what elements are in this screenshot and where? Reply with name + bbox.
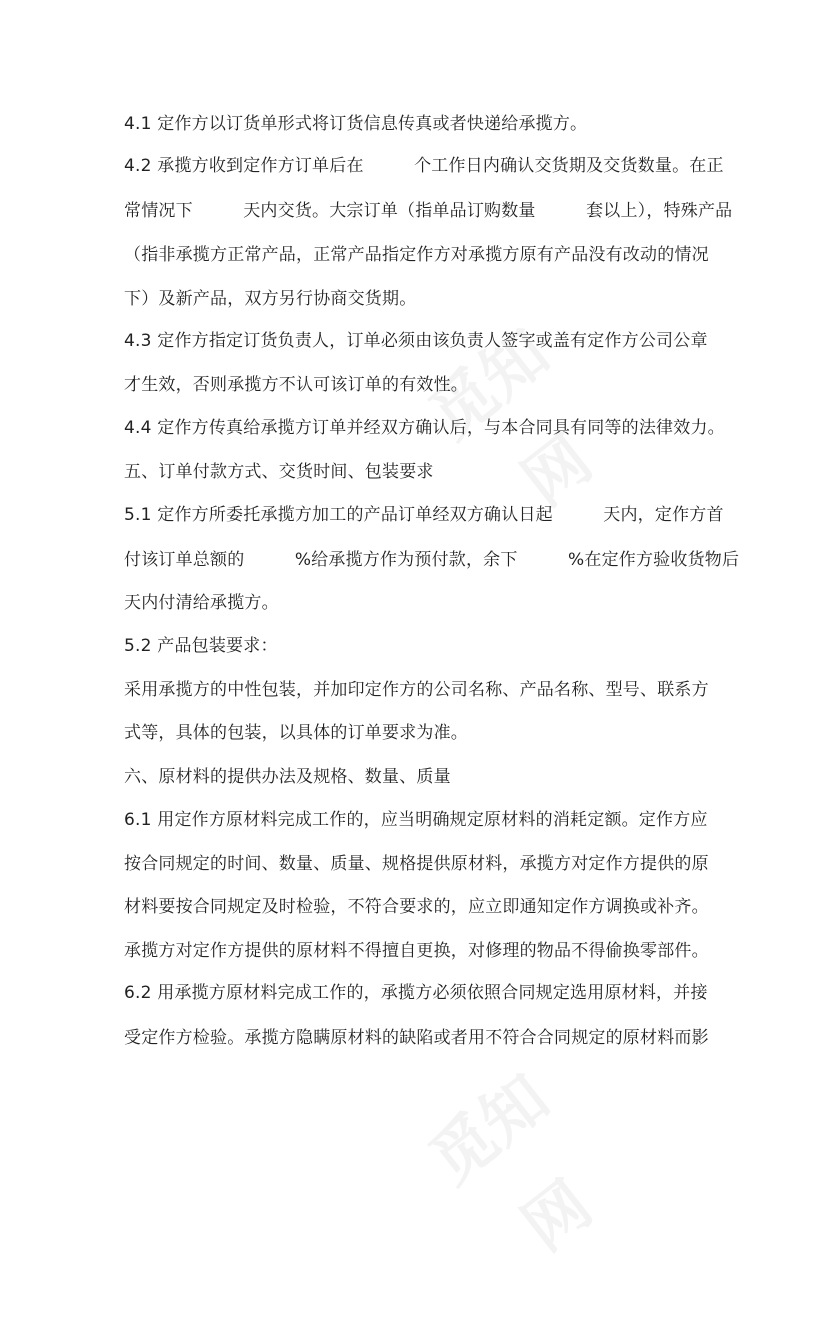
text-line: （指非承揽方正常产品，正常产品指定作方对承揽方原有产品没有改动的情况: [124, 245, 709, 265]
text-line: 6.1 用定作方原材料完成工作的，应当明确规定原材料的消耗定额。定作方应: [124, 810, 708, 830]
text-line: 才生效，否则承揽方不认可该订单的有效性。: [124, 375, 468, 395]
text-line: 按合同规定的时间、数量、质量、规格提供原材料，承揽方对定作方提供的原: [124, 854, 709, 874]
text-line: 天内付清给承揽方。: [124, 593, 279, 613]
text-line: 5.2 产品包装要求：: [124, 636, 278, 656]
text-line: 式等，具体的包装，以具体的订单要求为准。: [124, 723, 468, 743]
text-line: 材料要按合同规定及时检验，不符合要求的，应立即通知定作方调换或补齐。: [124, 897, 709, 917]
text-line: 4.2 承揽方收到定作方订单后在 个工作日内确认交货期及交货数量。在正: [124, 156, 724, 176]
text-line: 4.1 定作方以订货单形式将订货信息传真或者快递给承揽方。: [124, 114, 588, 134]
text-line: 受定作方检验。承揽方隐瞒原材料的缺陷或者用不符合合同规定的原材料而影: [124, 1028, 709, 1048]
text-line: 采用承揽方的中性包装，并加印定作方的公司名称、产品名称、型号、联系方: [124, 680, 709, 700]
text-line: 下）及新产品，双方另行协商交货期。: [124, 289, 417, 309]
text-line: 4.3 定作方指定订货负责人，订单必须由该负责人签字或盖有定作方公司公章: [124, 331, 708, 351]
text-line: 常情况下 天内交货。大宗订单（指单品订购数量 套以上），特殊产品: [124, 201, 733, 221]
text-line: 付该订单总额的 %给承揽方作为预付款，余下 %在定作方验收货物后: [124, 550, 740, 570]
text-line: 5.1 定作方所委托承揽方加工的产品订单经双方确认日起 天内，定作方首: [124, 505, 724, 525]
text-line: 承揽方对定作方提供的原材料不得擅自更换，对修理的物品不得偷换零部件。: [124, 941, 709, 961]
watermark: 觅知网: [416, 1061, 606, 1266]
section-heading: 五、订单付款方式、交货时间、包装要求: [124, 462, 434, 482]
watermark: 觅知网: [416, 316, 606, 521]
section-heading: 六、原材料的提供办法及规格、数量、质量: [124, 767, 451, 787]
text-line: 6.2 用承揽方原材料完成工作的，承揽方必须依照合同规定选用原材料，并接: [124, 983, 708, 1003]
text-line: 4.4 定作方传真给承揽方订单并经双方确认后，与本合同具有同等的法律效力。: [124, 418, 725, 438]
